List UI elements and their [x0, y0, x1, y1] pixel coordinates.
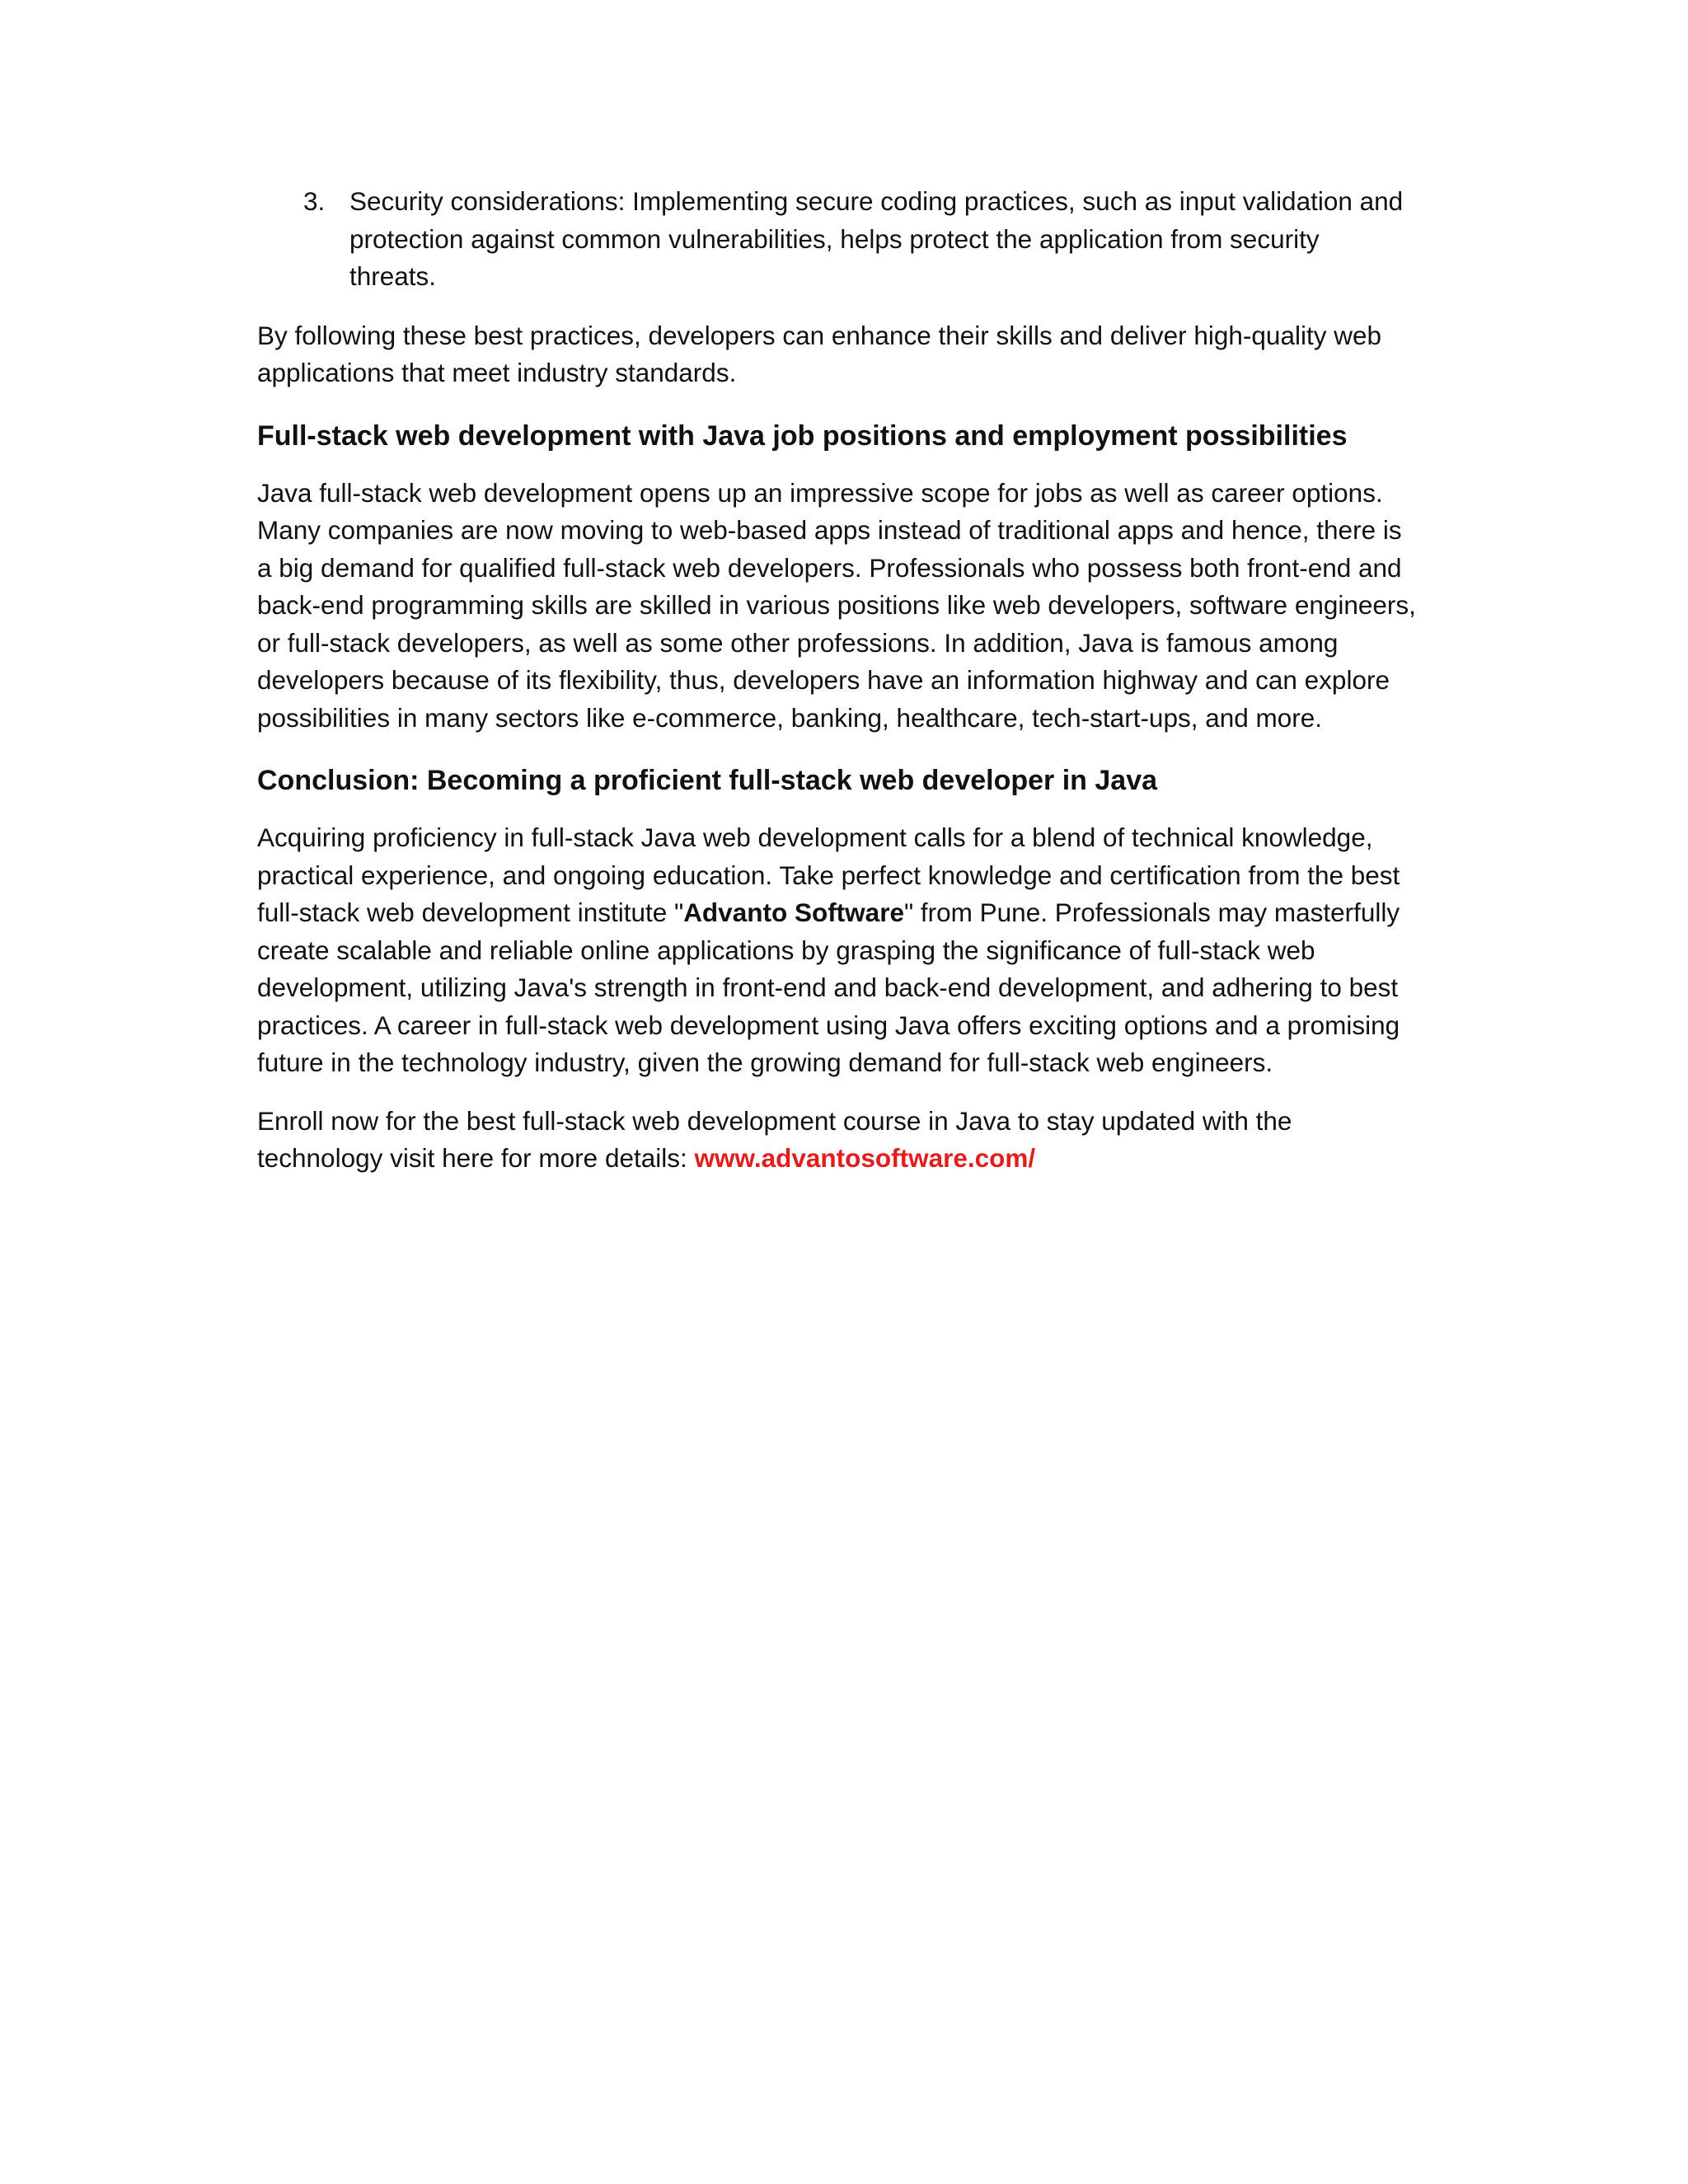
paragraph-best-practices: By following these best practices, developers can enhance their skills and deliver high-quality web applications that meet industry standards.: [257, 320, 1382, 387]
list-item-security: [257, 183, 1436, 296]
brand-name-advanto-software: Advanto Software: [683, 898, 904, 927]
website-link[interactable]: www.advantosoftware.com/: [694, 1143, 1036, 1173]
document-page: [257, 183, 1436, 1178]
enroll-text: Enroll now for the best full-stack web development course in Java to stay updated with the technology visit here for more details:: [257, 1105, 1292, 1173]
list-number: 3.: [303, 186, 326, 216]
heading-conclusion: Conclusion: Becoming a proficient full-stack web developer in Java: [257, 765, 1158, 796]
paragraph-conclusion: [257, 819, 1436, 1082]
list-item-text: Security considerations: Implementing secure coding practices, such as input validation and protection against common vulnerabilities, helps protect the application from security threats.: [349, 186, 1404, 291]
paragraph-enroll: [257, 1103, 1436, 1178]
conclusion-text-start: Acquiring proficiency in full-stack Java web development calls for a blend of technical knowledge, practical experience, and ongoing education. Take perfect knowledge and certification from the best full-stack web development institute ": [257, 823, 1400, 927]
paragraph-job-positions: Java full-stack web development opens up an impressive scope for jobs as well as career options. Many companies are now moving to web-based apps instead of traditional apps and hence, there is a big demand for qualified full-stack web developers. Professionals who possess both front-end and back-end programming skills are skilled in various positions like web developers, software engineers, or full-stack developers, as well as some other professions. In addition, Java is famous among developers because of its flexibility, thus, developers have an information highway and can explore possibilities in many sectors like e-commerce, banking, healthcare, tech-start-ups, and more.: [257, 477, 1416, 733]
conclusion-text-end: " from Pune. Professionals may masterfully create scalable and reliable online applications by grasping the significance of full-stack web development, utilizing Java's strength in front-end and back-end development, and adhering to best practices. A career in full-stack web development using Java offers exciting options and a promising future in the technology industry, given the growing demand for full-stack web engineers.: [257, 898, 1400, 1077]
heading-job-positions: Full-stack web development with Java job positions and employment possibilities: [257, 419, 1348, 452]
